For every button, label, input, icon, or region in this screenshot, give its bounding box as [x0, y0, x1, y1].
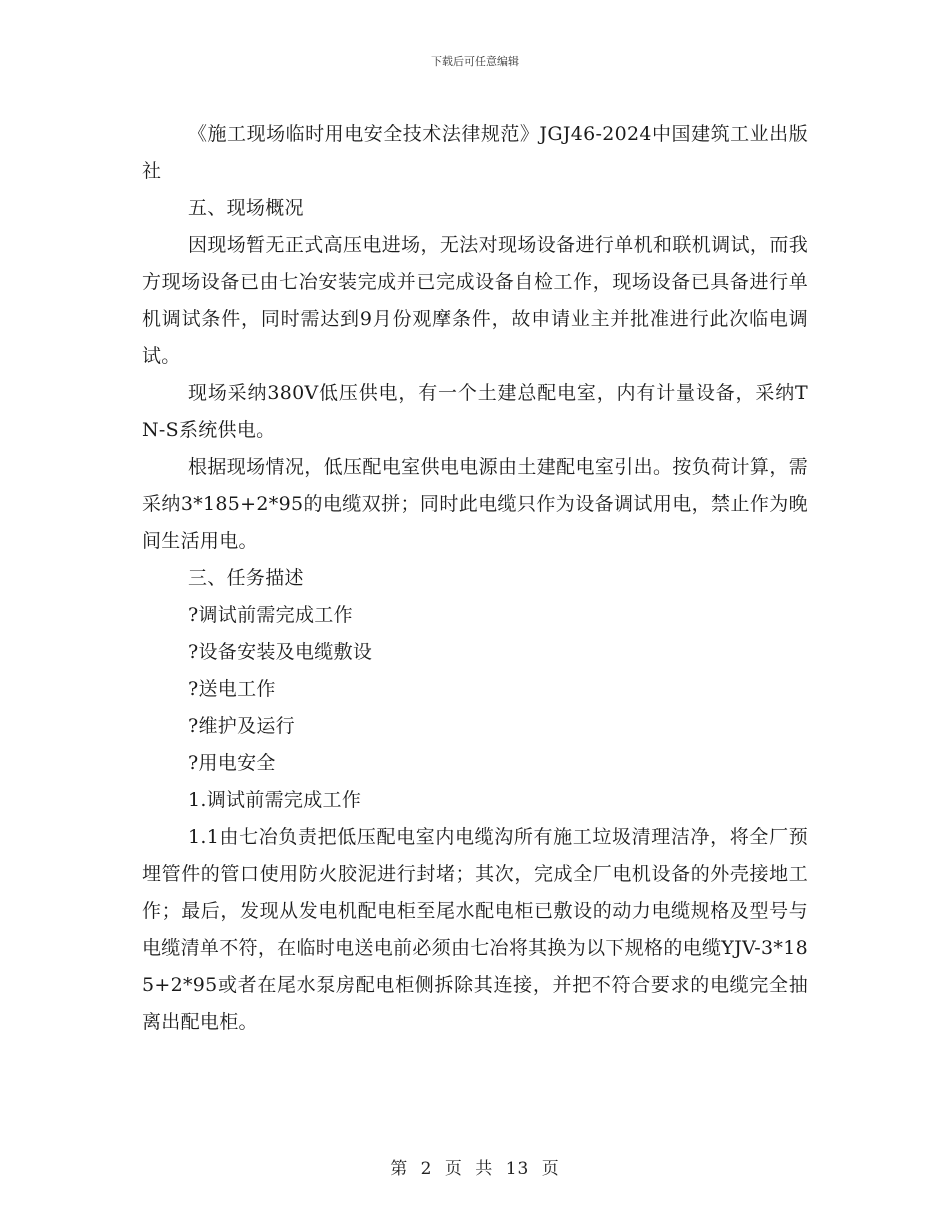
page-header-note: 下载后可任意编辑 [431, 55, 519, 68]
subsection-paragraph-1: 1.1由七冶负责把低压配电室内电缆沟所有施工垃圾清理洁净，将全厂预埋管件的管口使用防火胶泥进行封堵；其次，完成全厂电机设备的外壳接地工作；最后，发现从发电机配电柜至尾水配电柜已敷设的动力电缆规格及型号与电缆清单不符，在临时电送电前必须由七冶将其换为以下规格的电缆YJV-3*185+2*95或者在尾水泵房配电柜侧拆除其连接，并把不符合要求的电缆完全抽离出配电柜。 [142, 826, 808, 1033]
task-list-item: ?设备安装及电缆敷设 [188, 641, 373, 663]
task-list-item: ?维护及运行 [188, 715, 295, 737]
page-number: 第 2 页 共 13 页 [390, 1159, 560, 1179]
task-list-item: ?送电工作 [188, 678, 276, 700]
overview-paragraph-1: 因现场暂无正式高压电进场，无法对现场设备进行单机和联机调试，而我方现场设备已由七冶安装完成并已完成设备自检工作，现场设备已具备进行单机调试条件，同时需达到9月份观摩条件，故申请业主并批准进行此次临电调试。 [142, 234, 808, 367]
document-body [142, 116, 808, 1041]
task-list-item: ?用电安全 [188, 752, 276, 774]
task-list-item: ?调试前需完成工作 [188, 604, 353, 626]
section-task-title: 三、任务描述 [188, 567, 304, 589]
section-overview-title: 五、现场概况 [188, 197, 304, 219]
overview-paragraph-3: 根据现场情况，低压配电室供电电源由土建配电室引出。按负荷计算，需采纳3*185+2*95的电缆双拼；同时此电缆只作为设备调试用电，禁止作为晚间生活用电。 [142, 456, 808, 552]
reference-paragraph: 《施工现场临时用电安全技术法律规范》JGJ46-2024中国建筑工业出版社 [142, 123, 808, 182]
overview-paragraph-2: 现场采纳380V低压供电，有一个土建总配电室，内有计量设备，采纳TN-S系统供电。 [142, 382, 808, 441]
subsection-title: 1.调试前需完成工作 [188, 789, 362, 811]
